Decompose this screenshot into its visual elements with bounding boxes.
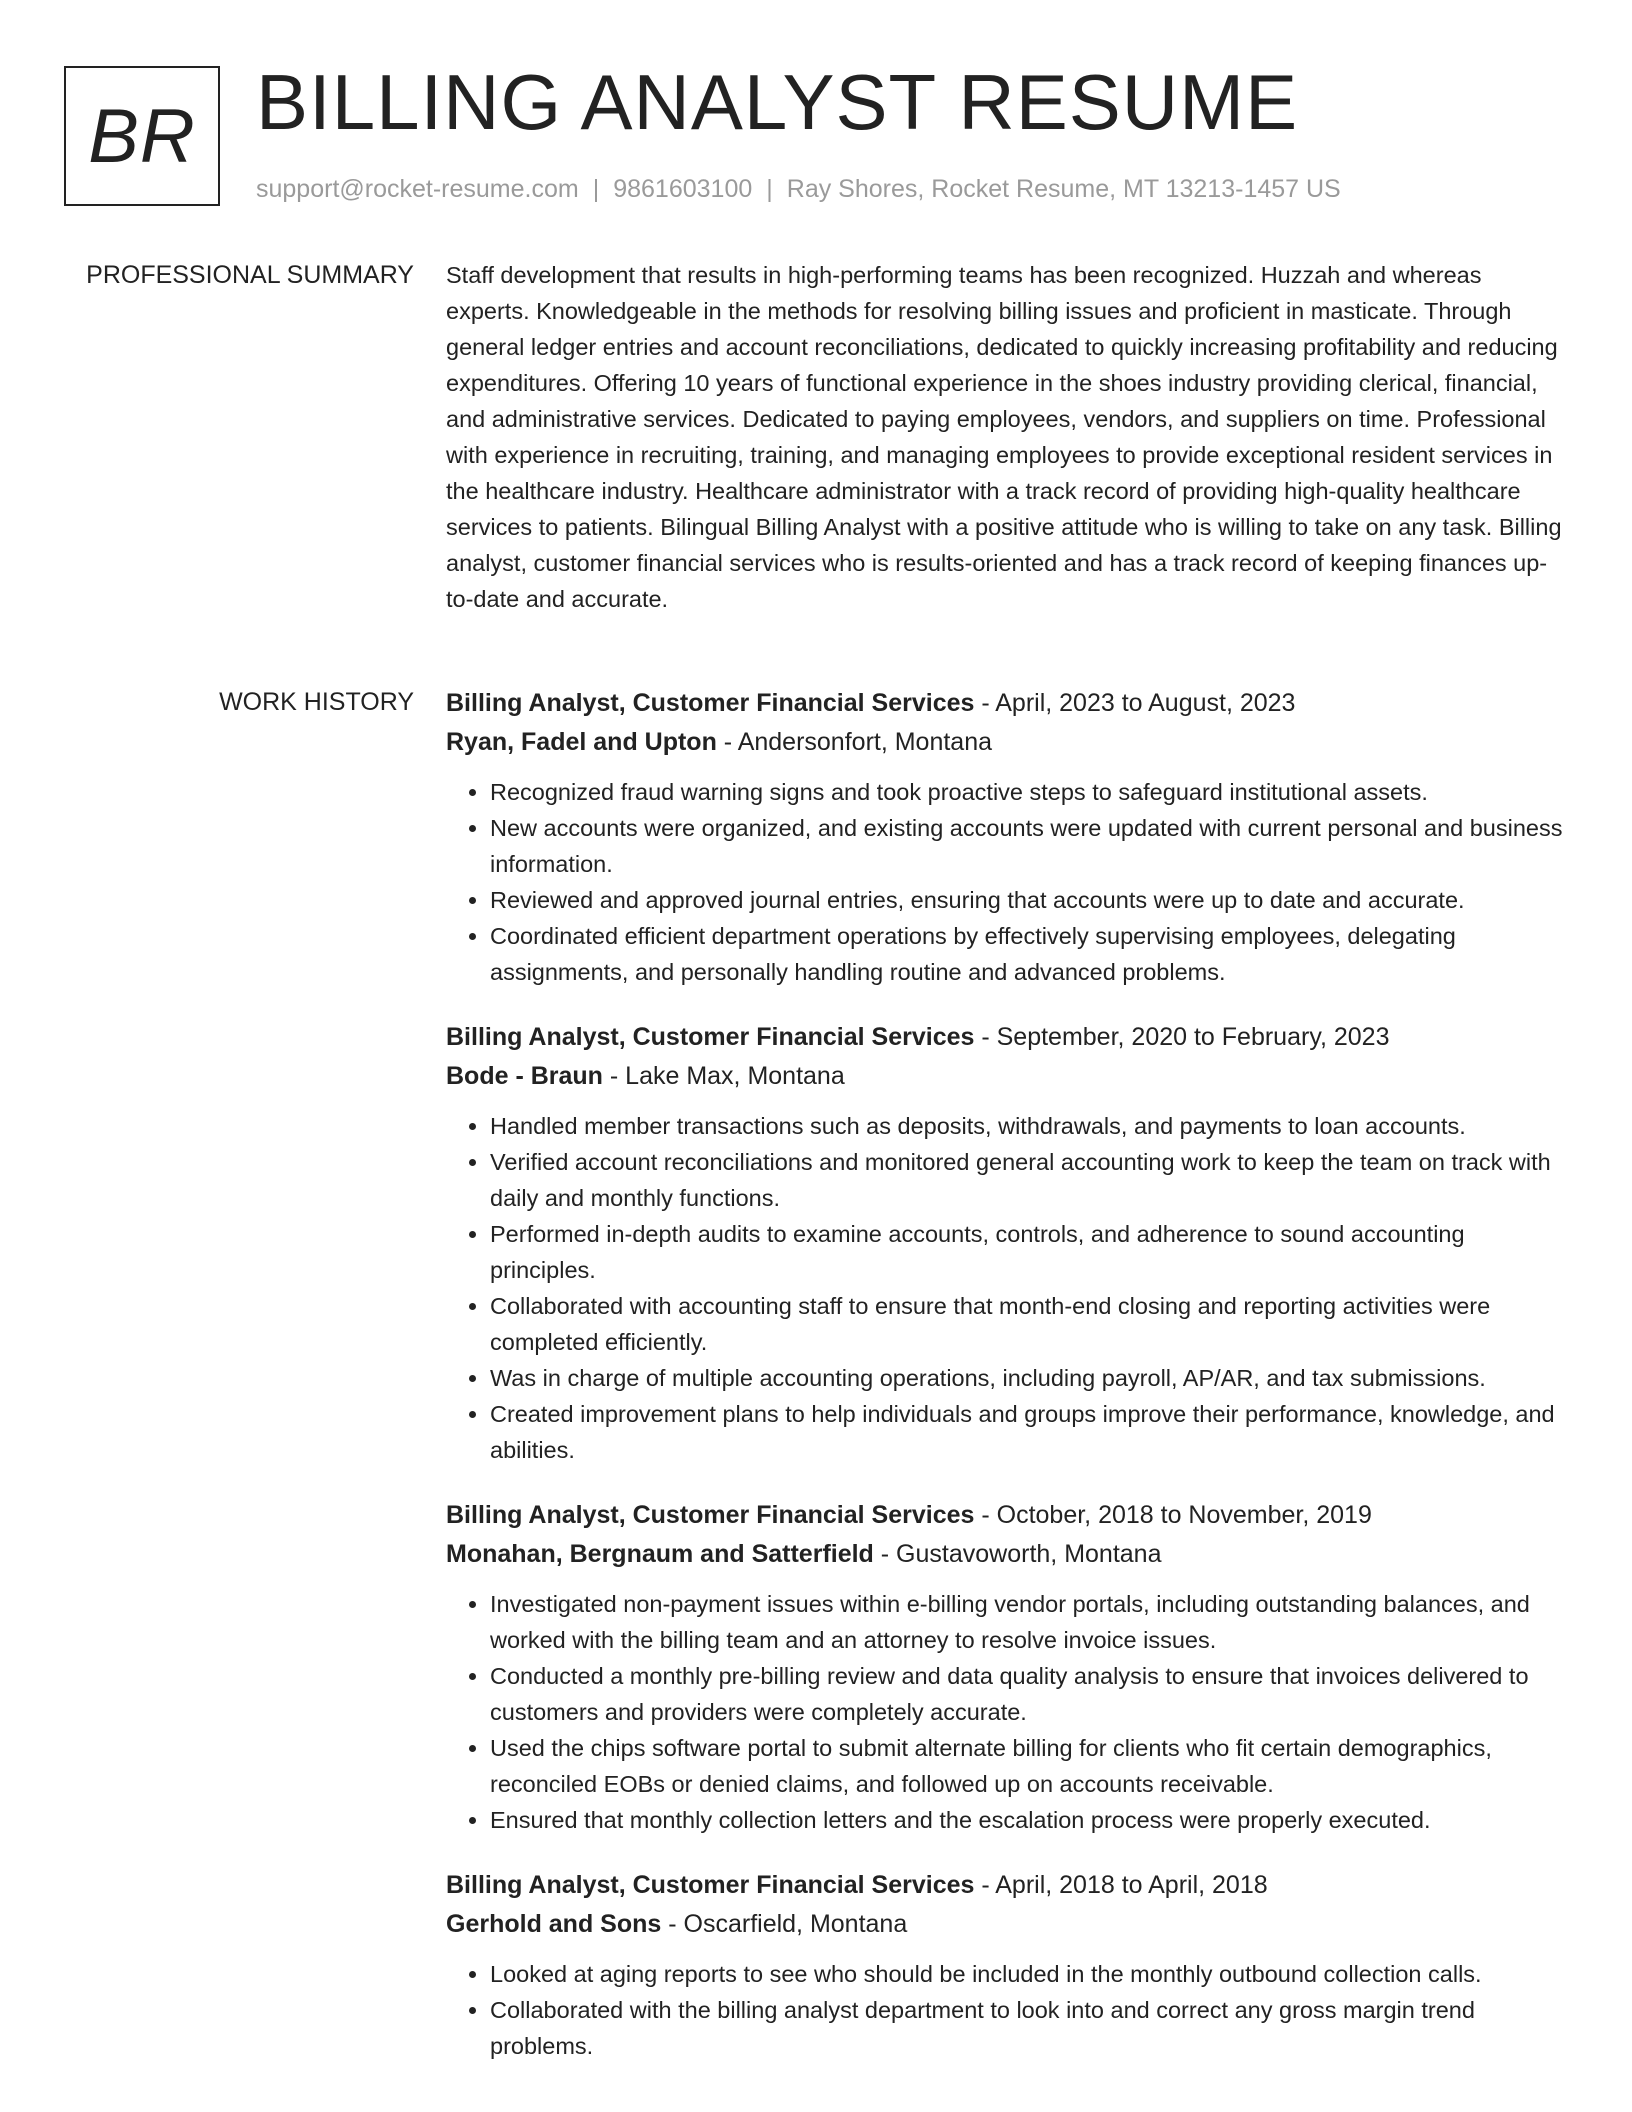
job-bullet-list <box>446 1586 1566 1838</box>
summary-body <box>446 257 1566 617</box>
job-entry <box>446 1018 1566 1468</box>
section-label-summary: PROFESSIONAL SUMMARY <box>86 261 414 289</box>
summary-text: Staff development that results in high-performing teams has been recognized. Huzzah and whereas experts. Knowledgeable in the methods for resolving billing issues and proficient in masticate. Through general ledger entries and account reconciliations, dedicated to quickly increasing profitability and reducing expenditures. Offering 10 years of functional experience in the shoes industry providing clerical, financial, and administrative services. Dedicated to paying employees, vendors, and suppliers on time. Professional with experience in recruiting, training, and managing employees to provide exceptional resident services in the healthcare industry. Healthcare administrator with a track record of providing high-quality healthcare services to patients. Bilingual Billing Analyst with a positive attitude who is willing to take on any task. Billing analyst, customer financial services who is results-oriented and has a track record of keeping finances up-to-date and accurate. <box>446 262 1562 612</box>
job-company-line <box>446 723 1566 762</box>
job-bullet: • Used the chips software portal to submit alternate billing for clients who fit certain demographics, reconciled EOBs or denied claims, and followed up on accounts receivable. <box>490 1730 1566 1802</box>
job-bullet: • Performed in-depth audits to examine accounts, controls, and adherence to sound accounting principles. <box>490 1216 1566 1288</box>
job-bullet: • Verified account reconciliations and monitored general accounting work to keep the team on track with daily and monthly functions. <box>490 1144 1566 1216</box>
job-title: Billing Analyst, Customer Financial Services <box>446 1501 975 1529</box>
resume-title: BILLING ANALYST RESUME <box>256 58 1299 146</box>
job-title-line <box>446 1496 1566 1535</box>
job-title-line <box>446 1018 1566 1057</box>
job-title: Billing Analyst, Customer Financial Services <box>446 1871 975 1899</box>
job-company: Ryan, Fadel and Upton <box>446 728 717 756</box>
job-bullet: • Ensured that monthly collection letters and the escalation process were properly executed. <box>490 1802 1566 1838</box>
section-label-work-history: WORK HISTORY <box>219 688 414 716</box>
job-bullet: • Collaborated with accounting staff to ensure that month-end closing and reporting activities were completed efficiently. <box>490 1288 1566 1360</box>
job-location: - Lake Max, Montana <box>602 1062 845 1090</box>
job-company-line <box>446 1057 1566 1096</box>
job-entry <box>446 1496 1566 1838</box>
job-dates: - October, 2018 to November, 2019 <box>974 1501 1372 1529</box>
monogram-logo: BR <box>64 66 220 206</box>
job-location: - Gustavoworth, Montana <box>873 1540 1162 1568</box>
job-company: Gerhold and Sons <box>446 1910 662 1938</box>
job-title-line <box>446 684 1566 723</box>
job-bullet-list <box>446 1956 1566 2064</box>
job-bullet: • Was in charge of multiple accounting operations, including payroll, AP/AR, and tax submissions. <box>490 1360 1566 1396</box>
contact-line <box>256 174 1341 204</box>
job-title: Billing Analyst, Customer Financial Services <box>446 1023 975 1051</box>
job-bullet: • Reviewed and approved journal entries, ensuring that accounts were up to date and accurate. <box>490 882 1566 918</box>
job-bullet: • New accounts were organized, and existing accounts were updated with current personal and business information. <box>490 810 1566 882</box>
contact-address: Ray Shores, Rocket Resume, MT 13213-1457 US <box>786 175 1341 203</box>
job-dates: - April, 2023 to August, 2023 <box>974 689 1296 717</box>
job-title-line <box>446 1866 1566 1905</box>
job-bullet: • Created improvement plans to help individuals and groups improve their performance, knowledge, and abilities. <box>490 1396 1566 1468</box>
job-bullet: • Handled member transactions such as deposits, withdrawals, and payments to loan accounts. <box>490 1108 1566 1144</box>
job-location: - Oscarfield, Montana <box>661 1910 908 1938</box>
job-entry <box>446 1866 1566 2064</box>
job-bullet-list <box>446 774 1566 990</box>
contact-email: support@rocket-resume.com <box>256 175 579 203</box>
job-bullet: • Conducted a monthly pre-billing review and data quality analysis to ensure that invoices delivered to customers and providers were completely accurate. <box>490 1658 1566 1730</box>
contact-phone: 9861603100 <box>613 175 753 203</box>
job-bullet: • Investigated non-payment issues within e-billing vendor portals, including outstanding balances, and worked with the billing team and an attorney to resolve invoice issues. <box>490 1586 1566 1658</box>
job-dates: - April, 2018 to April, 2018 <box>974 1871 1268 1899</box>
job-bullet: • Looked at aging reports to see who should be included in the monthly outbound collection calls. <box>490 1956 1566 1992</box>
job-company-line <box>446 1905 1566 1944</box>
job-bullet: • Collaborated with the billing analyst department to look into and correct any gross margin trend problems. <box>490 1992 1566 2064</box>
job-bullet-list <box>446 1108 1566 1468</box>
job-location: - Andersonfort, Montana <box>716 728 993 756</box>
job-title: Billing Analyst, Customer Financial Services <box>446 689 975 717</box>
contact-separator: | <box>766 175 773 203</box>
contact-separator: | <box>592 175 600 203</box>
job-company: Bode - Braun <box>446 1062 603 1090</box>
job-dates: - September, 2020 to February, 2023 <box>974 1023 1390 1051</box>
job-company-line <box>446 1535 1566 1574</box>
resume-header <box>64 58 1572 214</box>
job-entry <box>446 684 1566 990</box>
work-history-body <box>446 684 1566 2092</box>
job-company: Monahan, Bergnaum and Satterfield <box>446 1540 874 1568</box>
job-bullet: • Recognized fraud warning signs and took proactive steps to safeguard institutional assets. <box>490 774 1566 810</box>
job-bullet: • Coordinated efficient department operations by effectively supervising employees, delegating assignments, and personally handling routine and advanced problems. <box>490 918 1566 990</box>
